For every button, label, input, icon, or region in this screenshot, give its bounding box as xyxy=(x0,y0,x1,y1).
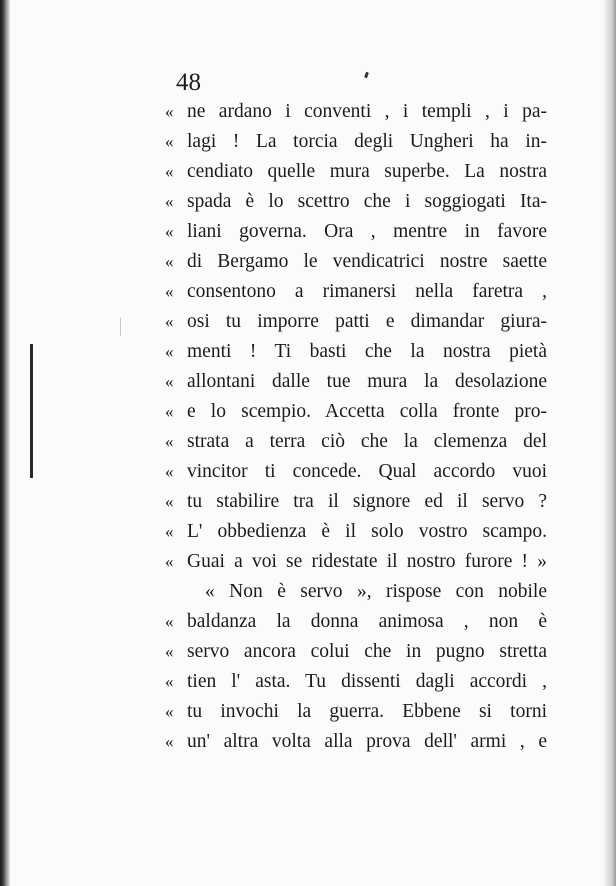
text-line-indented xyxy=(165,577,547,607)
text-line xyxy=(165,667,547,697)
text-line xyxy=(165,97,547,127)
text-line xyxy=(165,517,547,547)
line-text: allontani dalle tue mura la desolazione xyxy=(187,371,547,392)
line-quote-mark: « xyxy=(165,522,174,541)
line-quote-mark: « xyxy=(165,372,174,391)
text-body xyxy=(165,97,547,757)
line-quote-mark: « xyxy=(165,312,174,331)
line-quote-mark: « xyxy=(165,642,174,661)
line-text: lagi ! La torcia degli Ungheri ha in- xyxy=(187,131,547,152)
line-text: L' obbedienza è il solo vostro scampo. xyxy=(187,521,547,542)
text-line xyxy=(165,607,547,637)
line-quote-mark: « xyxy=(165,672,174,691)
text-line xyxy=(165,157,547,187)
line-text: Guai a voi se ridestate il nostro furore ! » xyxy=(187,551,547,572)
text-line xyxy=(165,337,547,367)
line-quote-mark: « xyxy=(165,402,174,421)
line-text: servo ancora colui che in pugno stretta xyxy=(187,641,547,662)
line-text: menti ! Ti basti che la nostra pietà xyxy=(187,341,547,362)
text-line xyxy=(165,217,547,247)
line-quote-mark: « xyxy=(165,432,174,451)
text-line xyxy=(165,367,547,397)
binding-edge xyxy=(0,0,10,886)
text-line xyxy=(165,697,547,727)
line-text: spada è lo scettro che i soggiogati Ita- xyxy=(187,191,547,212)
line-quote-mark: « xyxy=(165,252,174,271)
line-quote-mark: « xyxy=(165,192,174,211)
line-text: osi tu imporre patti e dimandar giura- xyxy=(187,311,547,332)
text-line xyxy=(165,187,547,217)
line-text: vincitor ti concede. Qual accordo vuoi xyxy=(187,461,547,482)
line-quote-mark: « xyxy=(165,162,174,181)
line-quote-mark: « xyxy=(165,702,174,721)
line-text: e lo scempio. Accetta colla fronte pro- xyxy=(187,401,547,422)
line-text: tu stabilire tra il signore ed il servo ? xyxy=(187,491,547,512)
line-quote-mark: « xyxy=(165,552,174,571)
line-quote-mark: « xyxy=(165,222,174,241)
line-quote-mark: « xyxy=(165,342,174,361)
line-text: strata a terra ciò che la clemenza del xyxy=(187,431,547,452)
ink-speck xyxy=(364,72,369,79)
text-line xyxy=(165,127,547,157)
text-line xyxy=(165,277,547,307)
line-quote-mark: « xyxy=(165,462,174,481)
page-right-edge xyxy=(604,0,616,886)
text-line xyxy=(165,247,547,277)
text-line xyxy=(165,487,547,517)
text-line xyxy=(165,307,547,337)
line-quote-mark: « xyxy=(165,612,174,631)
line-text: baldanza la donna animosa , non è xyxy=(187,611,547,632)
line-quote-mark: « xyxy=(165,732,174,751)
line-text: « Non è servo », rispose con nobile xyxy=(205,581,547,602)
line-quote-mark: « xyxy=(165,492,174,511)
line-text: tu invochi la guerra. Ebbene si torni xyxy=(187,701,547,722)
line-quote-mark: « xyxy=(165,102,174,121)
line-quote-mark: « xyxy=(165,132,174,151)
text-line xyxy=(165,457,547,487)
line-text: liani governa. Ora , mentre in favore xyxy=(187,221,547,242)
text-line xyxy=(165,427,547,457)
line-text: tien l' asta. Tu dissenti dagli accordi , xyxy=(187,671,547,692)
text-line xyxy=(165,637,547,667)
line-quote-mark: « xyxy=(165,282,174,301)
page-number: 48 xyxy=(176,69,201,96)
line-text: di Bergamo le vendicatrici nostre saette xyxy=(187,251,547,272)
line-text: un' altra volta alla prova dell' armi , e xyxy=(187,731,547,752)
text-line xyxy=(165,727,547,757)
binding-shadow-mark xyxy=(30,344,33,478)
line-text: consentono a rimanersi nella faretra , xyxy=(187,281,547,302)
text-line xyxy=(165,547,547,577)
binding-faint-mark xyxy=(120,318,121,336)
text-line xyxy=(165,397,547,427)
line-text: cendiato quelle mura superbe. La nostra xyxy=(187,161,547,182)
line-text: ne ardano i conventi , i templi , i pa- xyxy=(187,101,547,122)
